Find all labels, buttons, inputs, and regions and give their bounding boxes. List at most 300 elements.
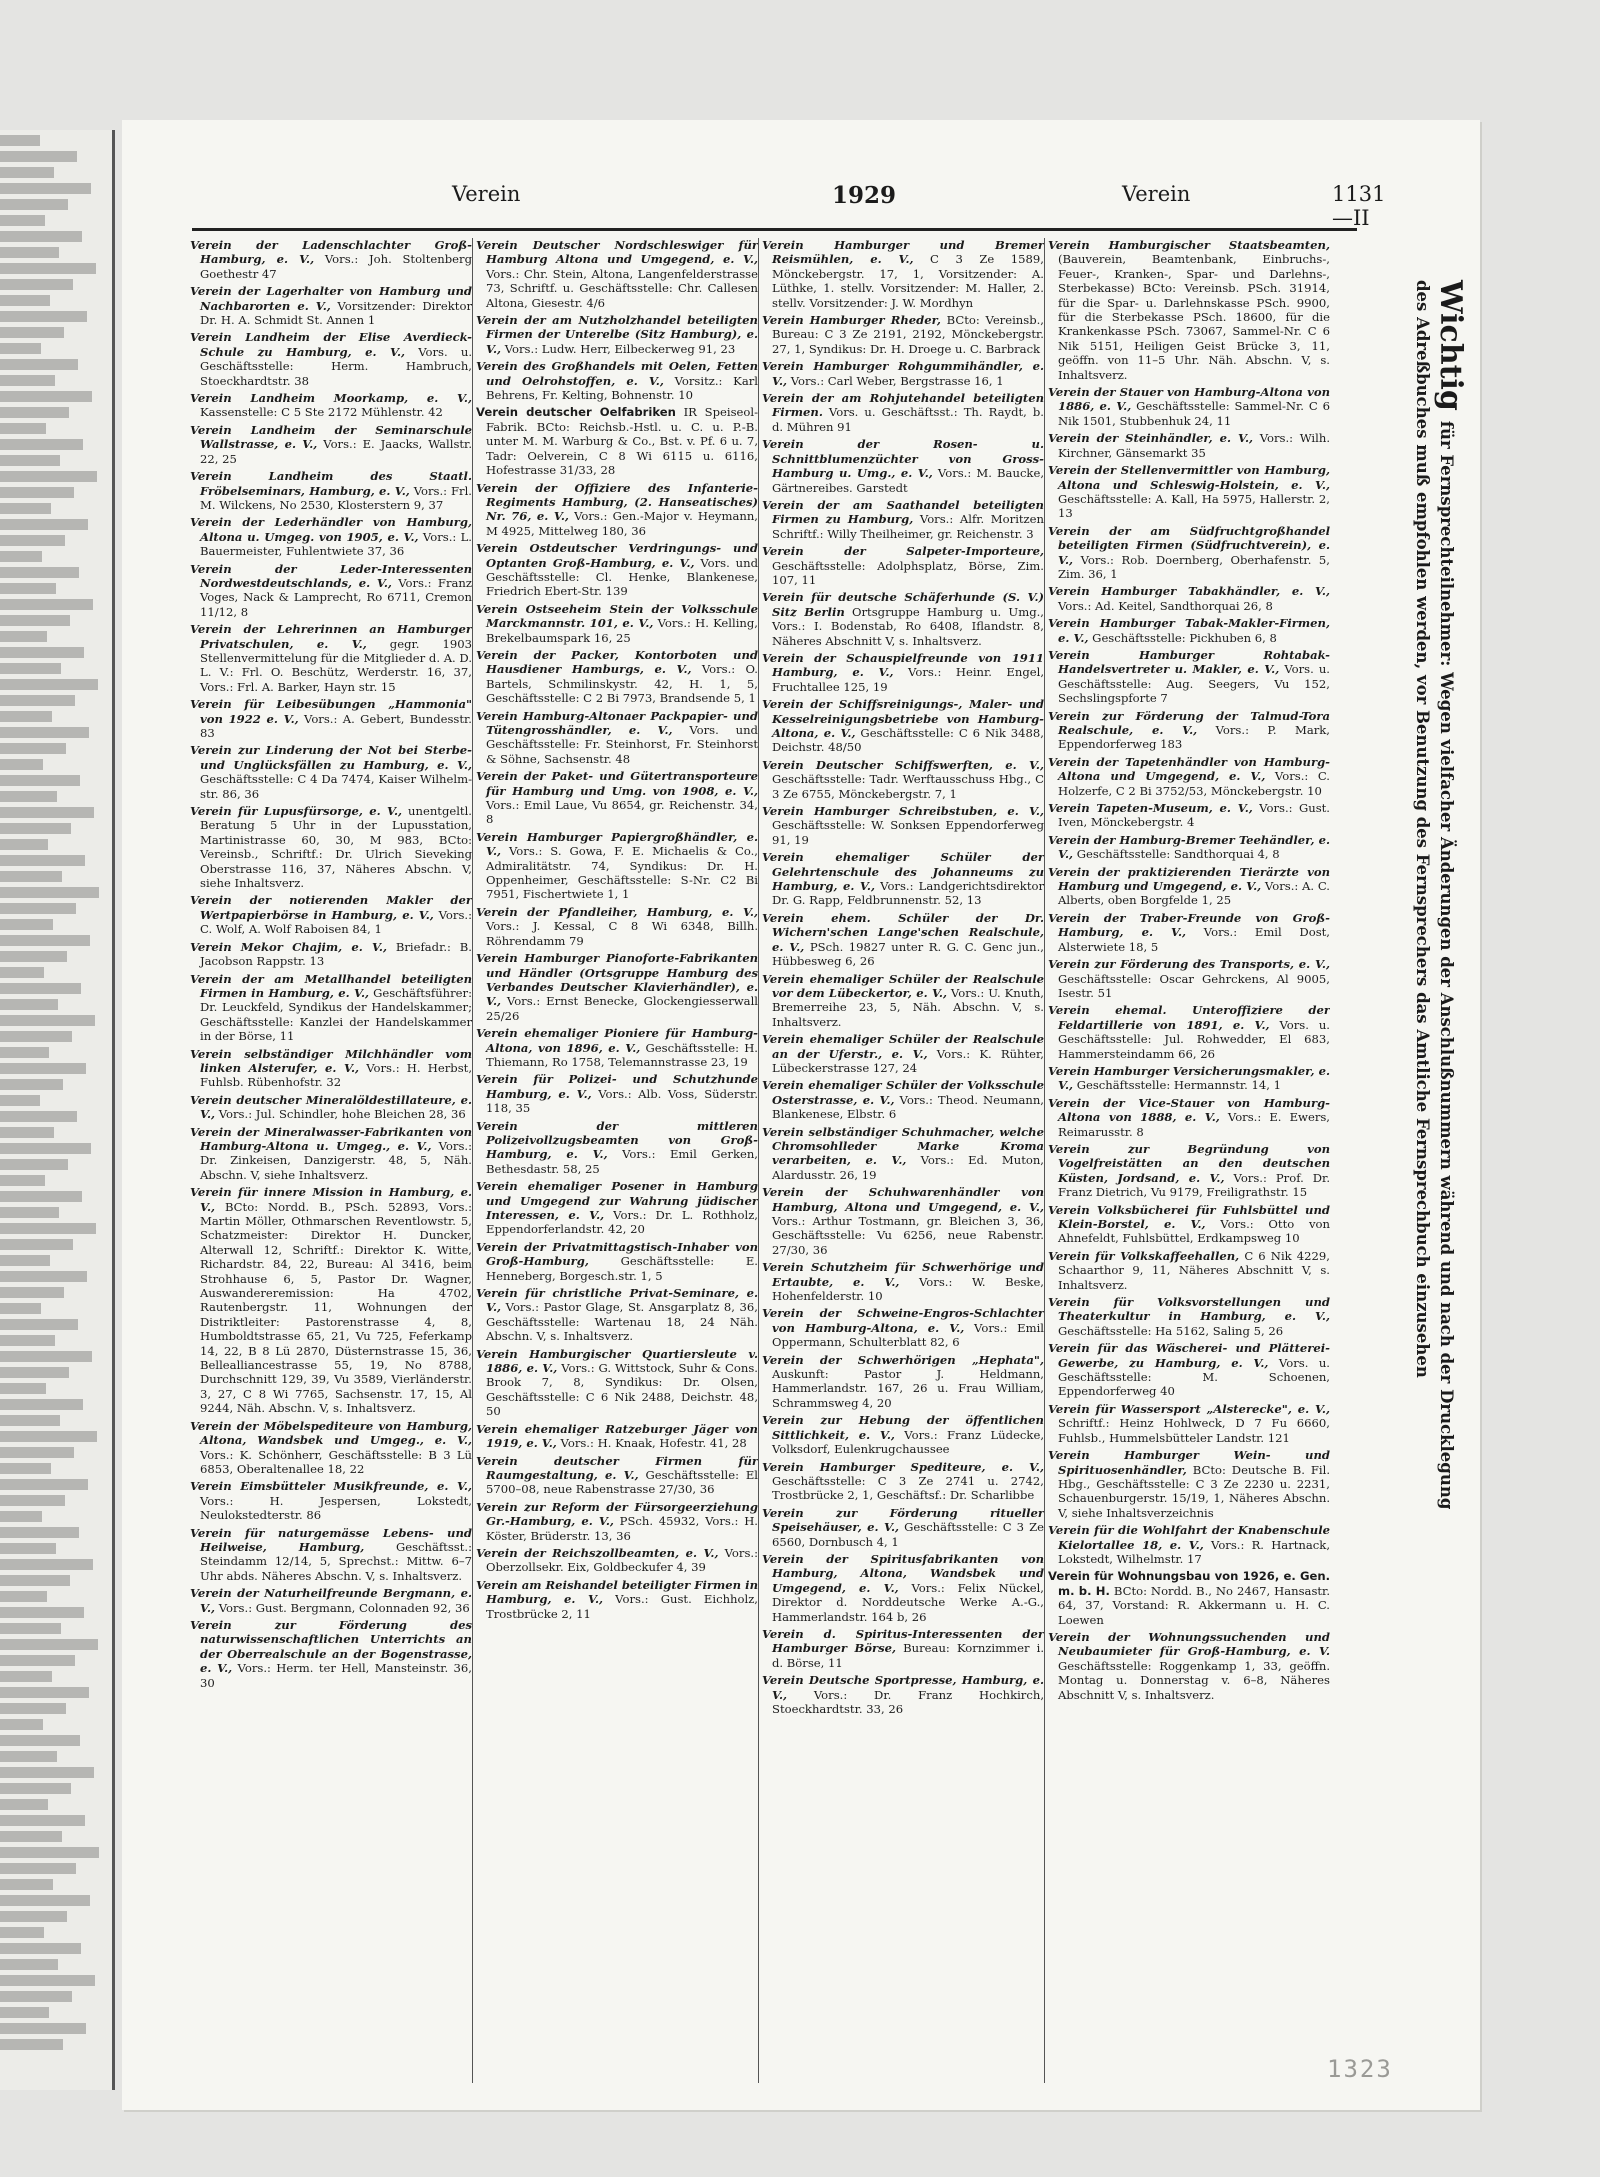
directory-entry (476, 1179, 758, 1237)
entry-name: Verein für Wohnungsbau von 1926, e. Gen. m. b. H. (1048, 1569, 1330, 1598)
entry-details: Vors.: K. Rühter, Lübeckerstrasse 127, 24 (772, 1046, 1044, 1075)
entry-details: Vors.: Ed. Muton, Alardusstr. 26, 19 (772, 1153, 1044, 1182)
entry-details: Vors.: Dr. L. Rothholz, Eppendorferlandstr. 42, 20 (486, 1208, 758, 1237)
directory-entry (190, 1419, 472, 1477)
previous-page-text-line (0, 695, 75, 706)
entry-details: Vors.: Emil Laue, Vu 8654, gr. Reichenstr. 34, 8 (486, 798, 758, 827)
entry-name: Verein der Hamburg-Bremer Teehändler, e. V., (1048, 832, 1330, 862)
directory-entry (762, 1185, 1044, 1257)
entry-details: PSch. 45932, Vors.: H. Köster, Brüderstr. 13, 36 (486, 1514, 758, 1543)
previous-page-text-line (0, 503, 51, 514)
previous-page-text-line (0, 967, 44, 978)
directory-entry (1048, 1142, 1330, 1200)
directory-entry (476, 1072, 758, 1115)
previous-page-text-line (0, 1495, 65, 1506)
entry-details: Vors.: Prof. Dr. Franz Dietrich, Vu 9179, Freiligrathstr. 15 (1058, 1170, 1330, 1200)
entry-details: Vors.: Gust. Eichholz, Trostbrücke 2, 11 (486, 1592, 758, 1621)
entry-name: Verein Volksbücherei für Fuhlsbüttel und Klein-Borstel, e. V., (1048, 1202, 1330, 1231)
entry-details: Vors.: Chr. Stein, Altona, Langenfelderstrasse 73, Schriftf. u. Geschäftsstelle: Chr. Callesen Altona, Giesestr. 4/6 (486, 266, 758, 310)
previous-page-text-line (0, 743, 66, 754)
entry-details: Vors.: Pastor Glage, St. Ansgarplatz 8, 36, Geschäftsstelle: Wartenau 18, 24 Näh. Abschn. V, s. Inhaltsverz. (486, 1300, 758, 1344)
entry-details: Vors.: Herm. ter Hell, Mansteinstr. 36, 30 (200, 1661, 472, 1690)
entry-details: Vors. u. Geschäftsstelle: Aug. Seegers, Vu 152, Sechslingspforte 7 (1058, 662, 1330, 706)
previous-page-text-line (0, 1543, 56, 1554)
header-year: 1929 (832, 182, 897, 209)
previous-page-text-line (0, 295, 50, 306)
previous-page-text-line (0, 135, 40, 146)
entry-details: Vors. u. Geschäftsstelle: Herm. Hambruch, Stoeckhardtstr. 38 (200, 344, 472, 388)
directory-entry (762, 697, 1044, 755)
previous-page-text-line (0, 855, 85, 866)
entry-name: Verein der Paket- und Gütertransporteure für Hamburg und Umg. von 1908, e. V., (476, 769, 758, 798)
entry-name: Verein deutscher Oelfabriken (476, 405, 676, 420)
directory-entry (476, 1240, 758, 1283)
entry-name: Verein ehemaliger Schüler der Realschule an der Uferstr., e. V., (762, 1032, 1044, 1061)
entry-name: Verein der Steinhändler, e. V., (1048, 431, 1254, 446)
entry-name: Verein selbständiger Milchhändler vom linken Alsterufer, e. V., (190, 1046, 472, 1075)
previous-page-text-line (0, 247, 59, 258)
entry-details: Vors.: Emil Oppermann, Schulterblatt 82, 6 (772, 1320, 1044, 1350)
entry-name: Verein der Naturheilfreunde Bergmann, e. V., (190, 1586, 472, 1615)
previous-page-text-line (0, 1431, 97, 1442)
entry-details: Vors.: L. Bauermeister, Fuhlentwiete 37, 36 (200, 529, 472, 559)
entry-name: Verein der Möbelspediteure von Hamburg, Altona, Wandsbek und Umgeg., e. V., (190, 1418, 472, 1448)
previous-page-text-line (0, 167, 54, 178)
entries-column-4 (1048, 238, 1330, 2083)
notice-headline: Wichtig (1433, 280, 1468, 411)
directory-entry (476, 1347, 758, 1419)
previous-page-text-line (0, 1671, 52, 1682)
entry-details: Vors.: Landgerichtsdirektor Dr. G. Rapp, Feldbrunnenstr. 52, 13 (772, 879, 1044, 908)
entry-details: Geschäftsstelle: E. Henneberg, Borgesch.str. 1, 5 (486, 1254, 758, 1283)
previous-page-text-line (0, 391, 92, 402)
entry-name: Verein der Stauer von Hamburg-Altona von 1886, e. V., (1048, 385, 1330, 414)
directory-entry (190, 622, 472, 694)
directory-entry (476, 709, 758, 767)
directory-entry (762, 544, 1044, 587)
entry-name: Verein selbständiger Schuhmacher, welche Chromsohlleder Marke Kroma verarbeiten, e. V., (762, 1124, 1044, 1168)
directory-entry (476, 1546, 758, 1575)
entry-name: Verein der Lehrerinnen an Hamburger Privatschulen, e. V., (190, 622, 472, 651)
entry-details: C 3 Ze 1589, Mönckebergstr. 17, 1, Vorsitzender: A. Lüthke, 1. stellv. Vorsitzender: M. Haller, 2. stellv. Vorsitzender: J. W. Mordhyn (772, 252, 1044, 310)
entry-name: Verein für Polizei- und Schutzhunde Hamburg, e. V., (476, 1072, 758, 1101)
directory-entry (476, 951, 758, 1023)
directory-entry (190, 1526, 472, 1584)
previous-page-text-line (0, 1319, 78, 1330)
directory-entry (1048, 1003, 1330, 1061)
previous-page-text-line (0, 359, 78, 370)
entry-name: Verein der Ladenschlachter Groß-Hamburg, e. V., (190, 238, 472, 267)
entry-details: Vors.: Gen.-Major v. Heymann, M 4925, Mittelweg 180, 36 (486, 509, 758, 538)
previous-page-text-line (0, 1271, 87, 1282)
previous-page-text-line (0, 487, 74, 498)
previous-page-text-line (0, 1095, 40, 1106)
previous-page-text-line (0, 1879, 53, 1890)
entry-name: Verein der Vice-Stauer von Hamburg-Altona von 1888, e. V., (1048, 1095, 1330, 1125)
entry-name: Verein d. Spiritus-Interessenten der Hamburger Börse, (762, 1626, 1044, 1656)
directory-entry (762, 651, 1044, 694)
previous-page-text-line (0, 1719, 43, 1730)
entry-details: Vors.: Rob. Doernberg, Oberhafenstr. 5, Zim. 36, 1 (1058, 552, 1330, 581)
entry-name: Verein ehemaliger Schüler der Realschule vor dem Lübeckertor, e. V., (762, 971, 1044, 1000)
entry-name: Verein Landheim Moorkamp, e. V., (190, 391, 472, 406)
header-left-keyword: Verein (452, 182, 521, 206)
directory-entry (1048, 1341, 1330, 1399)
previous-page-text-line (0, 1735, 80, 1746)
entry-details: Kassenstelle: C 5 Ste 2172 Mühlenstr. 42 (200, 405, 443, 420)
entry-name: Verein der Schweine-Engros-Schlachter von Hamburg-Altona, e. V., (762, 1306, 1044, 1335)
directory-entry (762, 359, 1044, 388)
entry-name: Verein der Reichszollbeamten, e. V., (476, 1545, 719, 1560)
entry-details: Geschäftsstelle: Tadr. Werftausschuss Hbg., C 3 Ze 6755, Mönckebergstr. 7, 1 (772, 772, 1044, 801)
previous-page-text-line (0, 1639, 98, 1650)
entry-details: Vors.: Dr. Zinkeisen, Danzigerstr. 48, 5, Näh. Abschn. V, siehe Inhaltsverz. (200, 1138, 472, 1182)
entry-details: Vors.: Theod. Neumann, Blankenese, Elbstr. 6 (772, 1092, 1044, 1122)
directory-entry (1048, 463, 1330, 521)
entry-name: Verein der Wohnungssuchenden und Neubaumieter für Groß-Hamburg, e. V. (1048, 1629, 1330, 1659)
previous-page-text-line (0, 631, 47, 642)
entry-details: Vors.: H. Jespersen, Lokstedt, Neulokstedterstr. 86 (200, 1493, 472, 1523)
directory-entry (1048, 709, 1330, 752)
entry-details: Geschäftsstelle: A. Kall, Ha 5975, Hallerstr. 2, 13 (1058, 491, 1330, 521)
entry-details: Vors. und Geschäftsstelle: Cl. Henke, Blankenese, Friedrich Ebert-Str. 139 (486, 555, 758, 599)
entry-details: unentgeltl. Beratung 5 Uhr in der Lupusstation, Martinistrasse 60, 30, M 983, BCto: Vereinsb., Schriftf.: Dr. Ulrich Sieveking Oberstrasse 116, 37, Näheres Abschn. V, siehe Inhaltsverz. (200, 804, 472, 891)
entry-name: Verein Hamburger Versicherungsmakler, e. V., (1048, 1063, 1330, 1093)
entry-name: Verein für das Wäscherei- und Plätterei-Gewerbe, zu Hamburg, e. V., (1048, 1341, 1330, 1370)
entry-details: Bureau: Kornzimmer i. d. Börse, 11 (772, 1641, 1044, 1670)
previous-page-text-line (0, 1575, 70, 1586)
entry-details: PSch. 19827 unter R. G. C. Genc jun., Hübbesweg 6, 26 (772, 939, 1044, 969)
previous-page-edge (0, 130, 115, 2090)
entry-details: Geschäftsstelle: H. Thiemann, Ro 1758, Telemannstrasse 23, 19 (486, 1040, 758, 1069)
entry-name: Verein Hamburger Papiergroßhändler, e. V., (476, 829, 758, 859)
previous-page-text-line (0, 1687, 89, 1698)
previous-page-text-line (0, 599, 93, 610)
previous-page-text-line (0, 711, 52, 722)
directory-entry (190, 1047, 472, 1090)
previous-page-text-line (0, 1975, 95, 1986)
previous-page-text-line (0, 1863, 76, 1874)
previous-page-text-line (0, 1175, 45, 1186)
entries-column-1 (190, 238, 472, 2083)
directory-entry (762, 911, 1044, 969)
entry-name: Verein zur Förderung des naturwissenschaftlichen Unterrichts an der Oberrealschule an der Bogenstrasse, e. V., (190, 1617, 472, 1676)
previous-page-text-line (0, 1223, 96, 1234)
directory-entry (1048, 865, 1330, 908)
previous-page-text-line (0, 759, 43, 770)
entry-name: Verein Landheim der Seminarschule Wallstrasse, e. V., (190, 422, 472, 452)
entry-details: Vors.: Jul. Schindler, hohe Bleichen 28, 36 (215, 1107, 466, 1122)
directory-entry (476, 359, 758, 402)
previous-page-text-line (0, 1703, 66, 1714)
entry-details: Vors.: Frl. M. Wilckens, No 2530, Klosterstern 9, 37 (200, 483, 472, 512)
entry-name: Verein deutscher Firmen für Raumgestaltung, e. V., (476, 1453, 758, 1482)
previous-page-text-line (0, 1063, 86, 1074)
previous-page-text-line (0, 2007, 49, 2018)
entry-details: Vors.: Alfr. Moritzen Schriftf.: Willy Theilheimer, gr. Reichenstr. 3 (772, 512, 1044, 541)
entries-column-3 (762, 238, 1044, 2083)
entry-name: Verein ehemaliger Posener in Hamburg und Umgegend zur Wahrung jüdischer Interessen, e. V., (476, 1179, 758, 1222)
entry-name: Verein für Lupusfürsorge, e. V., (190, 804, 403, 819)
directory-entry (1048, 431, 1330, 460)
directory-entry (476, 769, 758, 827)
previous-page-text-line (0, 343, 41, 354)
directory-entry (1048, 648, 1330, 706)
previous-page-text-line (0, 1015, 95, 1026)
previous-page-text-line (0, 1815, 85, 1826)
entry-details: Vors.: C. Wolf, A. Wolf Raboisen 84, 1 (200, 907, 472, 937)
previous-page-text-line (0, 1287, 64, 1298)
vertical-notice (1372, 280, 1468, 1880)
previous-page-text-line (0, 1911, 67, 1922)
previous-page-text-line (0, 1127, 54, 1138)
directory-entry (476, 1119, 758, 1177)
previous-page-text-line (0, 327, 64, 338)
entry-details: (Bauverein, Beamtenbank, Einbruchs-, Feuer-, Kranken-, Spar- und Darlehns-, Sterbekasse) BCto: Vereinsb. PSch. 31914, für die Spar- u. Darlehnskasse PSch. 9900, für die Sterbekasse PSch. 18600, für die Krankenkasse PSch. 73067, Sammel-Nr. C 6 Nik 5151, Heiligen Geist Brücke 3, 11, geöffn. von 11–5 Uhr. Näh. Abschn. V, s. Inhaltsverz. (1058, 252, 1330, 382)
notice-line-1: für Fernsprechteilnehmer: Wegen vielfacher Änderungen der Anschlußnummern während und nach der Drucklegung (1437, 420, 1456, 1510)
entry-details: Vors.: Felix Nückel, Direktor d. Norddeutsche Werke A.-G., Hammerlandstr. 164 b, 26 (772, 1580, 1044, 1624)
previous-page-text-line (0, 1335, 55, 1346)
entry-details: Geschäftsstelle: Oscar Gehrckens, Al 9005, Isestr. 51 (1058, 971, 1330, 1000)
directory-entry (190, 940, 472, 969)
previous-page-text-line (0, 999, 58, 1010)
previous-page-text-line (0, 1527, 79, 1538)
previous-page-text-line (0, 1847, 99, 1858)
previous-page-text-line (0, 983, 81, 994)
directory-entry (1048, 1249, 1330, 1292)
previous-page-text-line (0, 1047, 49, 1058)
directory-entry (1048, 801, 1330, 830)
notice-line-2: des Adreßbuches muß empfohlen werden, vor Benutzung des Fernsprechers das Amtliche Fernsprechbuch einzusehen (1413, 280, 1432, 1378)
entry-details: Vors.: O. Bartels, Schmilinskystr. 42, H. 1, 5, Geschäftsstelle: C 2 Bi 7973, Brandsende 5, 1 (486, 662, 758, 706)
entry-details: Geschäftsstelle: C 4 Da 7474, Kaiser Wilhelm-str. 86, 36 (200, 772, 472, 801)
entry-name: Verein zur Förderung des Transports, e. V., (1048, 957, 1330, 972)
directory-entry (190, 423, 472, 466)
entry-name: Verein ehem. Schüler der Dr. Wichern'schen Lange'schen Realschule, e. V., (762, 910, 1044, 954)
directory-entry (1048, 833, 1330, 862)
entry-details: BCto: Vereinsb., Bureau: C 3 Ze 2191, 2192, Mönckebergstr. 27, 1, Syndikus: Dr. H. Droege u. C. Barbrack (772, 313, 1044, 356)
entry-details: Geschäftsstelle: Ha 5162, Saling 5, 26 (1058, 1323, 1284, 1338)
directory-entry (190, 1618, 472, 1690)
entry-name: Verein der am Saathandel beteiligten Firmen zu Hamburg, (762, 497, 1044, 527)
directory-entry (190, 284, 472, 327)
directory-entry (1048, 1402, 1330, 1445)
previous-page-text-line (0, 791, 57, 802)
directory-entry (762, 1673, 1044, 1716)
entry-details: Vors.: Ernst Benecke, Glockengiesserwall 25/26 (486, 994, 758, 1023)
entry-details: Vors.: U. Knuth, Bremerreihe 23, 5, Näh. Abschn. V, s. Inhaltsverz. (772, 985, 1044, 1029)
directory-entry (762, 391, 1044, 434)
entry-details: Vors.: Franz Voges, Nack & Lamprecht, Ro 6711, Cremon 11/12, 8 (200, 575, 472, 619)
entry-name: Verein der Schwerhörigen „Hephata", (762, 1352, 1044, 1367)
previous-page-text-line (0, 1367, 69, 1378)
entry-name: Verein der Schiffsreinigungs-, Maler- und Kesselreinigungsbetriebe von Hamburg-Altona, e. V., (762, 697, 1044, 740)
previous-page-text-line (0, 535, 65, 546)
entry-name: Verein Tapeten-Museum, e. V., (1048, 801, 1253, 816)
previous-page-text-line (0, 663, 61, 674)
directory-entry (1048, 616, 1330, 645)
entry-name: Verein der am Nutzholzhandel beteiligten Firmen der Unterelbe (Sitz Hamburg), e. V., (476, 313, 758, 356)
entry-name: Verein Ostdeutscher Verdringungs- und Optanten Groß-Hamburg, e. V., (476, 541, 758, 570)
previous-page-text-line (0, 1207, 59, 1218)
entry-details: Geschäftsstelle: Roggenkamp 1, 33, geöffn. Montag u. Donnerstag v. 6–8, Näheres Abschnitt V, s. Inhaltsverz. (1058, 1658, 1330, 1702)
directory-entry (762, 1078, 1044, 1121)
directory-entry (476, 648, 758, 706)
entry-name: Verein zur Förderung ritueller Speisehäuser, e. V., (762, 1505, 1044, 1535)
previous-page-text-line (0, 1783, 71, 1794)
column-divider (472, 238, 473, 2083)
entry-details: BCto: Nordd. B., No 2467, Hansastr. 64, 37, Vorstand: R. Akkermann u. H. C. Loewen (1058, 1583, 1330, 1627)
previous-page-text-line (0, 455, 60, 466)
directory-entry (1048, 1064, 1330, 1093)
previous-page-text-line (0, 1399, 83, 1410)
entry-details: Geschäftsstelle: Sammel-Nr. C 6 Nik 1501, Stubbenhuk 24, 11 (1058, 399, 1330, 428)
entry-details: Vors.: Gust. Bergmann, Colonnaden 92, 36 (215, 1600, 470, 1615)
entry-details: Vors.: Emil Gerken, Bethesdastr. 58, 25 (486, 1147, 758, 1176)
entry-name: Verein der Lagerhalter von Hamburg und Nachbarorten e. V., (190, 284, 472, 313)
entry-name: Verein des Großhandels mit Oelen, Fetten und Oelrohstoffen, e. V., (476, 359, 758, 388)
directory-entry (190, 893, 472, 936)
entry-name: Verein für innere Mission in Hamburg, e. V., (190, 1185, 472, 1214)
directory-entry (762, 1460, 1044, 1503)
entry-name: Verein zur Begründung von Vogelfreistätten an den deutschen Küsten, Jordsand, e. V., (1048, 1141, 1330, 1185)
entry-details: Vors.: Gust. Iven, Mönckebergstr. 4 (1058, 801, 1330, 830)
directory-entry (476, 905, 758, 948)
directory-entry (1048, 238, 1330, 382)
previous-page-text-line (0, 1559, 93, 1570)
previous-page-text-line (0, 1447, 74, 1458)
entry-details: Vors.: Wilh. Kirchner, Gänsemarkt 35 (1058, 431, 1330, 460)
entry-name: Verein Hamburger Tabak-Makler-Firmen, e. V., (1048, 616, 1330, 645)
entry-name: Verein der notierenden Makler der Wertpapierbörse in Hamburg, e. V., (190, 893, 472, 922)
previous-page-text-line (0, 1255, 50, 1266)
directory-entry (476, 1454, 758, 1497)
entry-name: Verein ehemaliger Ratzeburger Jäger von 1919, e. V., (476, 1421, 758, 1451)
entry-name: Verein der am Metallhandel beteiligten Firmen in Hamburg, e. V., (190, 971, 472, 1000)
entry-details: Vors.: Dr. Franz Hochkirch, Stoeckhardtstr. 33, 26 (772, 1687, 1044, 1716)
entry-name: Verein der praktizierenden Tierärzte von Hamburg und Umgegend, e. V., (1048, 864, 1330, 894)
previous-page-text-line (0, 215, 45, 226)
entry-name: Verein Schutzheim für Schwerhörige und Ertaubte, e. V., (762, 1260, 1044, 1289)
previous-page-text-line (0, 1351, 92, 1362)
entry-name: Verein Hamburger Rohgummihändler, e. V., (762, 359, 1044, 388)
entry-name: Verein Deutsche Sportpresse, Hamburg, e. V., (762, 1673, 1044, 1702)
entry-details: Vors.: H. Herbst, Fuhlsb. Rübenhofstr. 32 (200, 1060, 472, 1090)
directory-page (122, 120, 1480, 2110)
entry-details: Vorsitz.: Karl Behrens, Fr. Kelting, Bohnenstr. 10 (486, 373, 758, 403)
directory-entry (1048, 1295, 1330, 1338)
directory-entry (762, 972, 1044, 1030)
previous-page-text-line (0, 1031, 72, 1042)
entry-name: Verein Hamburger Pianoforte-Fabrikanten und Händler (Ortsgruppe Hamburg des Verbandes Deutscher Klavierhändler), e. V., (476, 951, 758, 1009)
entry-name: Verein für christliche Privat-Seminare, e. V., (476, 1286, 758, 1315)
entry-details: Vors.: Ludw. Herr, Eilbeckerweg 91, 23 (501, 341, 736, 356)
entry-details: Vors.: Otto von Ahnefeldt, Fuhlsbüttel, Erdkampsweg 10 (1058, 1217, 1330, 1246)
entry-name: Verein Hamburger Schreibstuben, e. V., (762, 804, 1044, 819)
entry-name: Verein ehemaliger Schüler der Volksschule Osterstrasse, e. V., (762, 1078, 1044, 1107)
entry-name: Verein der Mineralwasser-Fabrikanten von Hamburg-Altona u. Umgeg., e. V., (190, 1124, 472, 1153)
entry-details: Geschäftsstelle: C 6 Nik 3488, Deichstr. 48/50 (772, 726, 1044, 755)
entry-name: Verein Deutscher Schiffswerften, e. V., (762, 757, 1044, 772)
entries-column-2 (476, 238, 758, 2083)
entry-name: Verein der Schuhwarenhändler von Hamburg, Altona und Umgegend, e. V., (762, 1185, 1044, 1214)
previous-page-text-line (0, 439, 83, 450)
entry-details: Vors.: A. C. Alberts, oben Borgfelde 1, 25 (1058, 879, 1330, 908)
header-right-keyword: Verein (1122, 182, 1191, 206)
entry-details: Vors.: Heinr. Engel, Fruchtallee 125, 19 (772, 665, 1044, 694)
previous-page-text-line (0, 1415, 60, 1426)
entry-details: Vors.: A. Gebert, Bundesstr. 83 (200, 711, 472, 740)
directory-entry (476, 313, 758, 356)
entry-name: Verein für deutsche Schäferhunde (S. V.) Sitz Berlin (762, 590, 1044, 619)
previous-page-text-line (0, 519, 88, 530)
entry-name: Verein der Spiritusfabrikanten von Hamburg, Altona, Wandsbek und Umgegend, e. V., (762, 1551, 1044, 1595)
previous-page-text-line (0, 1623, 61, 1634)
entry-name: Verein Hamburg-Altonaer Packpapier- und Tütengrosshändler, e. V., (476, 708, 758, 737)
directory-entry (190, 1125, 472, 1183)
directory-entry (1048, 957, 1330, 1000)
previous-page-text-line (0, 1655, 75, 1666)
entry-details: Vors. u. Geschäftsstelle: M. Schoenen, Eppendorferweg 40 (1058, 1355, 1330, 1399)
entry-name: Verein der Rosen- u. Schnittblumenzüchter von Gross-Hamburg u. Umg., e. V., (762, 437, 1044, 481)
directory-entry (190, 804, 472, 890)
entry-name: Verein für Wassersport „Alsterecke", e. V., (1048, 1401, 1330, 1416)
entry-name: Verein deutscher Mineralöldestillateure, e. V., (190, 1092, 472, 1122)
directory-entry (762, 590, 1044, 648)
entry-name: Verein zur Förderung der Talmud-Tora Realschule, e. V., (1048, 708, 1330, 737)
directory-entry (762, 804, 1044, 847)
directory-entry (762, 498, 1044, 541)
entry-details: Vors.: Ad. Keitel, Sandthorquai 26, 8 (1058, 598, 1273, 613)
entry-name: Verein Hamburger Rohtabak-Handelsvertreter u. Makler, e. V., (1048, 647, 1330, 677)
previous-page-text-line (0, 311, 87, 322)
entry-details: Vors.: W. Beske, Hohenfelderstr. 10 (772, 1274, 1044, 1304)
entry-details: Geschäftsführer: Dr. Leuckfeld, Syndikus der Handelskammer; Geschäftsstelle: Kanzlei der Handelskammer in der Börse, 11 (200, 985, 472, 1044)
directory-entry (190, 972, 472, 1044)
entry-name: Verein Eimsbütteler Musikfreunde, e. V., (190, 1479, 472, 1494)
directory-entry (762, 1260, 1044, 1303)
entry-details: Geschäftsstelle: Hermannstr. 14, 1 (1073, 1078, 1282, 1093)
previous-page-text-line (0, 807, 94, 818)
entry-name: Verein Mekor Chajim, e. V., (190, 939, 387, 954)
previous-page-text-line (0, 1111, 77, 1122)
entry-details: Vors.: Franz Lüdecke, Volksdorf, Eulenkrugchaussee (772, 1427, 1044, 1457)
entry-name: Verein der mittleren Polizeivollzugsbeamten von Groß-Hamburg, e. V., (476, 1118, 758, 1162)
previous-page-text-line (0, 823, 71, 834)
directory-entry (1048, 1523, 1330, 1566)
previous-page-text-line (0, 871, 62, 882)
header-rule (192, 228, 1357, 231)
entry-details: Vors.: C. Holzerfe, C 2 Bi 3752/53, Mönckebergstr. 10 (1058, 769, 1330, 798)
column-divider (1044, 238, 1045, 2083)
entry-details: Geschäftsstelle: C 3 Ze 6560, Dornbusch 4, 1 (772, 1520, 1044, 1549)
entry-name: Verein Hamburgischer Quartiersleute v. 1886, e. V., (476, 1346, 758, 1376)
entry-name: Verein Landheim der Elise Averdieck-Schule zu Hamburg, e. V., (190, 330, 472, 359)
entry-name: Verein am Reishandel beteiligter Firmen in Hamburg, e. V., (476, 1577, 758, 1607)
directory-entry (190, 391, 472, 420)
entry-name: Verein für Volkskaffeehallen, (1048, 1248, 1240, 1263)
directory-entry (1048, 524, 1330, 582)
previous-page-text-line (0, 1943, 81, 1954)
directory-entry (476, 541, 758, 599)
previous-page-text-line (0, 1767, 94, 1778)
directory-entry (762, 1032, 1044, 1075)
directory-entry (476, 602, 758, 645)
directory-entry (476, 830, 758, 902)
directory-entry (476, 481, 758, 539)
previous-page-text-line (0, 567, 79, 578)
previous-page-text-line (0, 1191, 82, 1202)
